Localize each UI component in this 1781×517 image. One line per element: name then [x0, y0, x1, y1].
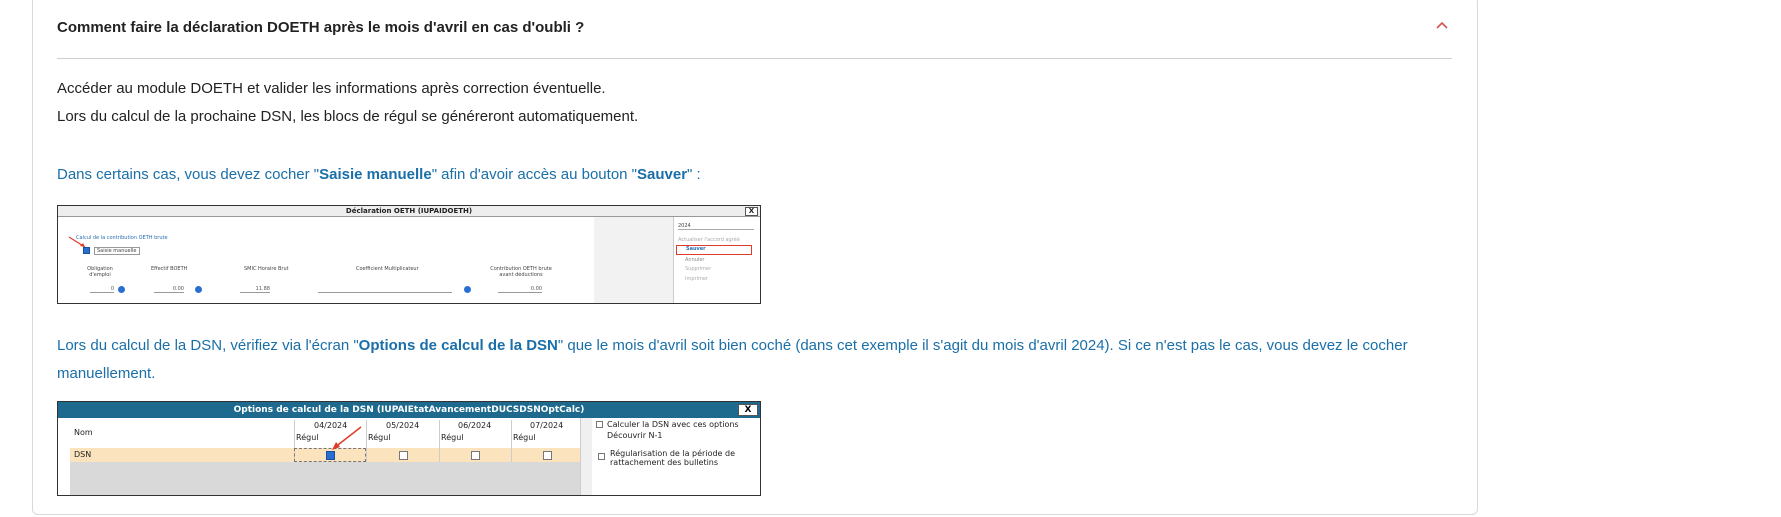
- close-button: X: [738, 404, 758, 416]
- regul-label: Régul: [513, 433, 536, 442]
- dialog-titlebar: [58, 206, 760, 217]
- regul-label: Régul: [368, 433, 391, 442]
- month-04: 04/2024: [314, 421, 348, 430]
- text-fragment: " afin d'avoir accès au bouton ": [431, 166, 637, 183]
- scrollbar: [580, 418, 592, 496]
- bold-sauver: Sauver: [637, 166, 688, 183]
- month-07: 07/2024: [530, 421, 564, 430]
- faq-accordion-card: [32, 0, 1478, 515]
- answer-line-2: Lors du calcul de la prochaine DSN, les blocs de régul se généreront automatiquement.: [57, 108, 639, 125]
- dsn-options-screenshot: [57, 401, 761, 496]
- month-05: 05/2024: [386, 421, 420, 430]
- menu-sauver: Sauver: [676, 245, 752, 255]
- month-06: 06/2024: [458, 421, 492, 430]
- june-checkbox: [471, 451, 480, 460]
- option-checkbox: [598, 453, 605, 460]
- answer-text: [57, 75, 638, 131]
- col-contribution: Contribution OETH brute avant déductions: [490, 266, 552, 278]
- option-calculer: Calculer la DSN avec ces options: [607, 420, 739, 429]
- dialog-title: Options de calcul de la DSN (IUPAIEtatAvancementDUCSDSNOptCalc): [233, 405, 585, 415]
- action-menu: [673, 217, 760, 304]
- menu-annuler: Annuler: [685, 257, 705, 263]
- year-field: 2024: [678, 223, 754, 230]
- divider: [366, 420, 367, 462]
- text-fragment: " :: [687, 166, 701, 183]
- option-regularisation-1: Régularisation de la période de: [610, 449, 736, 458]
- dsn-instruction: [57, 332, 1457, 388]
- dialog-titlebar: [58, 402, 760, 418]
- regul-label: Régul: [296, 433, 319, 442]
- saisie-label: Saisie manuelle: [94, 247, 140, 255]
- info-icon: [464, 286, 471, 293]
- divider: [511, 420, 512, 462]
- answer-line-1: Accéder au module DOETH et valider les informations après correction éventuelle.: [57, 80, 606, 97]
- option-checkbox: [596, 421, 603, 428]
- calc-label: Calcul de la contribution OETH brute: [76, 235, 168, 241]
- menu-supprimer: Supprimer: [685, 266, 712, 272]
- action-panel: [594, 217, 760, 304]
- red-arrow-icon: [328, 425, 364, 453]
- accordion-title[interactable]: Comment faire la déclaration DOETH après le mois d'avril en cas d'oubli ?: [57, 19, 585, 36]
- options-panel: [592, 418, 761, 496]
- text-fragment: " que le mois d'avril soit bien coché (dans cet exemple il s'agit du mois d'avril 2024). Si ce n'est pas le cas, vous devez le cocher manuellement.: [57, 337, 1408, 382]
- option-regularisation-2: rattachement des bulletins: [610, 458, 719, 467]
- empty-table-area: [70, 462, 580, 496]
- regul-label: Régul: [441, 433, 464, 442]
- field-effectif: 0.00: [154, 285, 184, 293]
- field-obligation: 0: [90, 285, 114, 293]
- close-button: X: [745, 207, 758, 216]
- field-smic: 11.88: [240, 285, 270, 293]
- may-checkbox: [399, 451, 408, 460]
- field-coefficient: [318, 285, 452, 293]
- saisie-instruction: [57, 161, 701, 189]
- saisie-checkbox: [83, 247, 90, 254]
- july-checkbox: [543, 451, 552, 460]
- dialog-title: Déclaration OETH (IUPAIDOETH): [345, 207, 473, 215]
- text-fragment: Dans certains cas, vous devez cocher ": [57, 166, 320, 183]
- bold-options-dsn: Options de calcul de la DSN: [358, 337, 558, 354]
- menu-actualiser: Actualiser l'accord agréé: [678, 237, 740, 243]
- field-contribution: 0.00: [498, 285, 542, 293]
- col-smic: SMIC Horaire Brut: [244, 266, 289, 272]
- info-icon: [118, 286, 125, 293]
- menu-imprimer: Imprimer: [685, 276, 708, 282]
- col-obligation: Obligation d'emploi: [87, 266, 113, 278]
- col-nom: Nom: [74, 428, 93, 437]
- info-icon: [195, 286, 202, 293]
- chevron-up-icon[interactable]: [1434, 17, 1450, 33]
- col-effectif: Effectif BOETH: [151, 266, 188, 272]
- col-coefficient: Coefficient Multiplicateur: [356, 266, 419, 272]
- accordion-header[interactable]: [57, 11, 1452, 59]
- doeth-screenshot: [57, 205, 761, 304]
- row-dsn: DSN: [74, 450, 92, 459]
- text-fragment: Lors du calcul de la DSN, vérifiez via l'écran ": [57, 337, 359, 354]
- option-decouvrir: Découvrir N-1: [607, 431, 663, 440]
- divider: [439, 420, 440, 462]
- bold-saisie-manuelle: Saisie manuelle: [319, 166, 432, 183]
